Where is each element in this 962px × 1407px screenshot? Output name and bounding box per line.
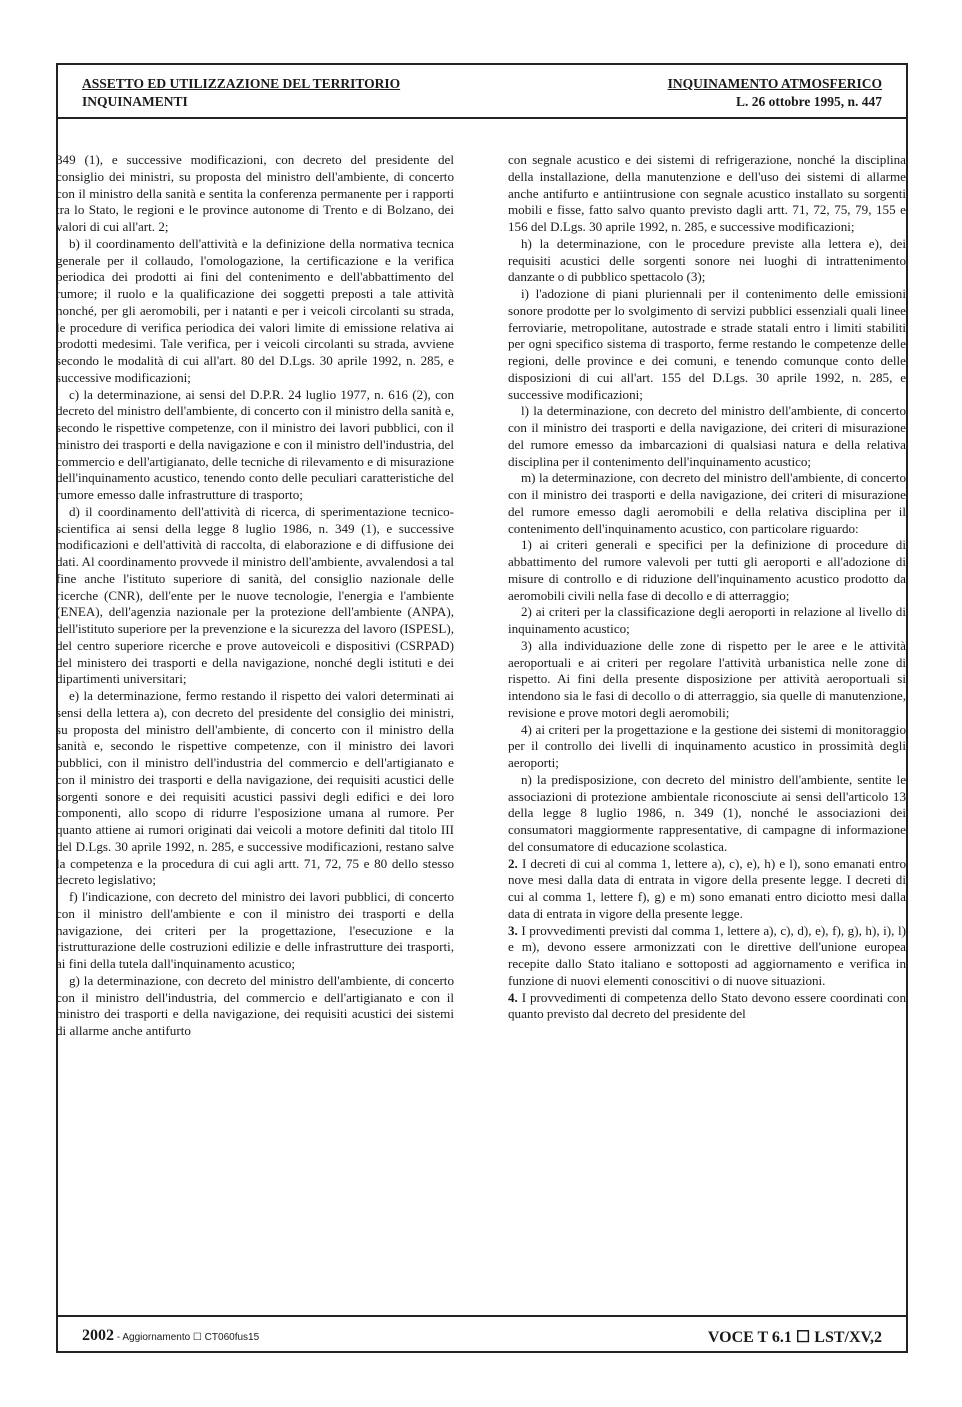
paragraph-text: 2) ai criteri per la classificazione degli aeroporti in relazione al livello di inquinamento acustico;	[508, 604, 906, 636]
paragraph-text: I provvedimenti previsti dal comma 1, lettere a), c), d), e), f), g), h), i), l) e m), devono essere armonizzati con le direttive dell'unione europea recepite dallo Stato italiano e sottoposti ad aggiornamento e verifica in funzione di nuovi elementi conoscitivi o di nuove situazioni.	[508, 922, 906, 988]
paragraph	[508, 772, 906, 856]
paragraph	[508, 722, 906, 772]
paragraph-text: I decreti di cui al comma 1, lettere a), c), e), h) e l), sono emanati entro nove mesi dalla data di entrata in vigore della presente legge. I decreti di cui al comma 1, lettere f), g) e m) sono emanati entro diciotto mesi dalla data di entrata in vigore della presente legge.	[508, 855, 906, 921]
paragraph-text: n) la predisposizione, con decreto del ministro dell'ambiente, sentite le associazioni di protezione ambientale riconosciute ai sensi dell'articolo 13 della legge 8 luglio 1986, n. 349 (1), nonché le associazioni dei consumatori maggiormente rappresentative, di campagne di informazione del consumatore di educazione scolastica.	[508, 771, 906, 854]
header-subsection-title: INQUINAMENTI	[82, 94, 188, 109]
header-left	[82, 75, 400, 111]
paragraph-text: h) la determinazione, con le procedure previste alla lettera e), dei requisiti acustici delle sorgenti sonore nei luoghi di intrattenimento danzante o di pubblico spettacolo (3);	[508, 235, 906, 285]
comma-number: 4.	[508, 989, 518, 1005]
paragraph	[508, 856, 906, 923]
paragraph	[508, 470, 906, 537]
paragraph-text: 4) ai criteri per la progettazione e la gestione dei sistemi di monitoraggio per il controllo dei livelli di inquinamento acustico in prossimità degli aeroporti;	[508, 721, 906, 770]
page-footer	[56, 1315, 908, 1353]
paragraph	[508, 638, 906, 722]
paragraph	[508, 990, 906, 1024]
paragraph	[508, 236, 906, 286]
left-column	[56, 152, 454, 1040]
paragraph-text: con segnale acustico e dei sistemi di refrigerazione, nonché la disciplina della installazione, della manutenzione e dell'uso dei sistemi di allarme anche antifurto e antiintrusione con segnale acustico installato su sorgenti mobili e fisse, fatto salvo quanto previsto dagli artt. 71, 72, 75, 79, 155 e 156 del D.Lgs. 30 aprile 1992, n. 285, e successive modificazioni;	[508, 152, 906, 234]
paragraph-text: l) la determinazione, con decreto del ministro dell'ambiente, di concerto con il ministro dei trasporti e della navigazione, dei criteri di misurazione del rumore emesso da imbarcazioni di qualsiasi natura e della relativa disciplina per il contenimento dell'inquinamento acustico;	[508, 403, 906, 469]
header-right	[668, 75, 882, 111]
paragraph: d) il coordinamento dell'attività di ricerca, di sperimentazione tecnico-scientifica ai sensi della legge 8 luglio 1986, n. 349 (1), e successive modificazioni e dell'attività di raccolta, di elaborazione e di diffusione dei dati. Al coordinamento provvede il ministro dell'ambiente, avvalendosi a tal fine anche l'istituto superiore di sanità, del consiglio nazionale delle ricerche (CNR), dell'ente per le nuove tecnologie, l'energia e l'ambiente (ENEA), dell'agenzia nazionale per la protezione dell'ambiente (ANPA), dell'istituto superiore per la prevenzione e la sicurezza del lavoro (ISPESL), del centro superiore ricerche e prove autoveicoli e dispositivi (CSRPAD) del ministero dei trasporti e della navigazione, nonché degli istituti e dei dipartimenti universitari;	[56, 503, 454, 687]
paragraph: e) la determinazione, fermo restando il rispetto dei valori determinati ai sensi della lettera a), con decreto del presidente del consiglio dei ministri, su proposta del ministro dell'ambiente, di concerto con il ministro della sanità e, secondo le rispettive competenze, con il ministro dei lavori pubblici, con il ministro dell'industria del commercio e dell'artigianato e con il ministro dei trasporti e della navigazione, dei requisiti acustici delle sorgenti sonore e dei requisiti acustici passivi degli edifici e dei loro componenti, allo scopo di ridurre l'esposizione umana al rumore. Per quanto attiene ai rumori originati dai veicoli a motore definiti dal titolo III del D.Lgs. 30 aprile 1992, n. 285, e successive modificazioni, restano salve la competenza e la procedura di cui agli artt. 71, 72, 75 e 80 dello stesso decreto legislativo;	[56, 688, 454, 888]
comma-number: 2.	[508, 855, 518, 871]
paragraph	[508, 286, 906, 403]
paragraph	[508, 537, 906, 604]
footer-year: 2002	[82, 1327, 114, 1344]
paragraph-text: i) l'adozione di piani pluriennali per il contenimento delle emissioni sonore prodotte per lo svolgimento di servizi pubblici essenziali quali linee ferroviarie, metropolitane, autostrade e strade statali entro i limiti stabiliti per ogni specifico sistema di trasporto, ferme restando le competenze delle regioni, delle province e dei comuni, e tenendo comunque conto delle disposizioni di cui all'art. 155 del D.Lgs. 30 aprile 1992, n. 285, e successive modificazioni;	[508, 286, 906, 402]
paragraph-text: 1) ai criteri generali e specifici per la definizione di procedure di abbattimento del rumore valevoli per tutti gli aeroporti e all'adozione di misure di controllo e di riduzione dell'inquinamento acustico prodotto da aeromobili civili nella fase di decollo e di atterraggio;	[508, 537, 906, 603]
paragraph-text: m) la determinazione, con decreto del ministro dell'ambiente, di concerto con il ministro dei trasporti e della navigazione, dei criteri di misurazione del rumore emesso dagli aeromobili e della relativa disciplina per il contenimento dell'inquinamento acustico, con particolare riguardo:	[508, 470, 906, 536]
footer-voce: VOCE T 6.1 ☐ LST/XV,2	[707, 1329, 882, 1346]
paragraph: g) la determinazione, con decreto del ministro dell'ambiente, di concerto con il ministro dell'industria, del commercio e dell'artigianato e con il ministro dei trasporti e della navigazione, dei requisiti acustici dei sistemi di allarme anche antifurto	[56, 972, 454, 1038]
right-column	[508, 152, 906, 1023]
paragraph: b) il coordinamento dell'attività e la definizione della normativa tecnica generale per il collaudo, l'omologazione, la certificazione e la verifica periodica dei prodotti ai fini del contenimento e dell'abbattimento del rumore; il ruolo e la qualificazione dei soggetti preposti a tale attività nonché, per gli aeromobili, per i natanti e per i veicoli circolanti su strada, le procedure di verifica periodica dei valori limite di emissione relativa ai prodotti medesimi. Tale verifica, per i veicoli circolanti su strada, avviene secondo le modalità di cui all'art. 80 del D.Lgs. 30 aprile 1992, n. 285, e successive modificazioni;	[56, 235, 454, 385]
page-header	[56, 63, 908, 119]
footer-update: - Aggiornamento ☐ CT060fus15	[114, 1332, 260, 1343]
paragraph	[508, 403, 906, 470]
paragraph-text: I provvedimenti di competenza dello Stato devono essere coordinati con quanto previsto dal decreto del presidente del	[508, 989, 906, 1022]
paragraph	[508, 152, 906, 236]
header-section-title: ASSETTO ED UTILIZZAZIONE DEL TERRITORIO	[82, 76, 401, 91]
header-topic: INQUINAMENTO ATMOSFERICO	[667, 76, 882, 91]
paragraph	[508, 923, 906, 990]
paragraph	[508, 604, 906, 638]
paragraph: 349 (1), e successive modificazioni, con decreto del presidente del consiglio dei ministri, su proposta del ministro dell'ambiente, di concerto con il ministro della sanità e sentita la conferenza permanente per i rapporti tra lo Stato, le regioni e le province autonome di Trento e di Bolzano, dei valori di cui all'art. 2;	[56, 152, 454, 234]
header-law-ref: L. 26 ottobre 1995, n. 447	[735, 94, 882, 109]
comma-number: 3.	[508, 922, 518, 938]
paragraph: f) l'indicazione, con decreto del ministro dei lavori pubblici, di concerto con il ministro dell'ambiente e con il ministro dei trasporti e della navigazione, dei criteri per la progettazione, l'esecuzione e la ristrutturazione delle costruzioni edilizie e delle infrastrutture dei trasporti, ai fini della tutela dall'inquinamento acustico;	[56, 889, 454, 971]
footer-left	[82, 1327, 259, 1345]
paragraph: c) la determinazione, ai sensi del D.P.R. 24 luglio 1977, n. 616 (2), con decreto del ministro dell'ambiente, di concerto con il ministro della sanità e, secondo le rispettive competenze, con il ministro dei lavori pubblici, con il ministro dei trasporti e della navigazione e con il ministro dell'industria, del commercio e dell'artigianato, delle tecniche di rilevamento e di misurazione dell'inquinamento acustico, tenendo conto delle peculiari caratteristiche del rumore emesso dalle infrastrutture di trasporto;	[56, 386, 454, 502]
paragraph-text: 3) alla individuazione delle zone di rispetto per le aree e le attività aeroportuali e ai criteri per regolare l'attività urbanistica nelle zone di rispetto. Ai fini della presente disposizione per attività aeroportuali si intendono sia le fasi di decollo o di atterraggio, sia quelle di manutenzione, revisione e prove motori degli aeromobili;	[508, 637, 906, 720]
